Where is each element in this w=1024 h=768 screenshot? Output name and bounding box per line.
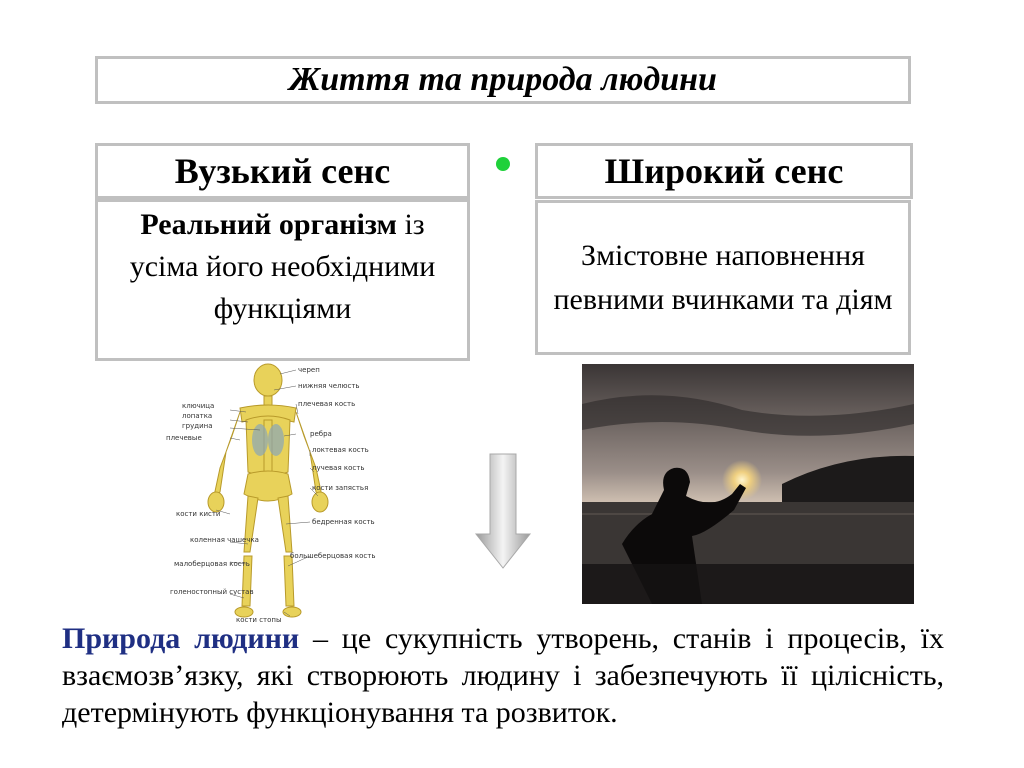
bone-label-12: ребра xyxy=(310,430,332,438)
title-box xyxy=(95,56,911,104)
skeleton-illustration xyxy=(160,362,420,624)
bone-label-13: локтевая кость xyxy=(312,446,369,454)
narrow-sense-heading: Вузький сенс xyxy=(174,151,391,191)
narrow-sense-heading-box xyxy=(95,143,470,199)
definition-paragraph xyxy=(62,620,944,731)
narrow-sense-text xyxy=(98,204,467,330)
slide-title: Життя та природа людини xyxy=(289,61,717,98)
definition-text: – це сукупність утворень, станів і процесів, їх взаємозв’язку, які створюють людину і забезпечують її цілісність, детермінують функціонування та розвиток. xyxy=(62,622,945,729)
bone-label-11: плечевая кость xyxy=(298,400,356,408)
broad-sense-heading-box xyxy=(535,143,913,199)
broad-sense-text: Змістовне наповнення певними вчинками та діям xyxy=(553,238,893,316)
bone-label-1: ключица xyxy=(182,402,215,410)
bone-label-18: кости стопы xyxy=(236,616,282,624)
narrow-sense-term: Реальний організм xyxy=(140,208,397,241)
bone-label-16: бедренная кость xyxy=(312,518,375,526)
broad-sense-body xyxy=(535,200,911,355)
bone-label-10: нижняя челюсть xyxy=(298,382,360,390)
down-arrow-icon xyxy=(474,452,532,570)
bone-label-5: кости кисти xyxy=(176,510,221,518)
narrow-sense-rest: із усіма його необхідними функціями xyxy=(129,208,436,325)
bone-label-2: лопатка xyxy=(182,412,213,420)
bone-label-17: большеберцовая кость xyxy=(290,552,376,560)
bone-label-8: голеностопный сустав xyxy=(170,588,254,596)
definition-term: Природа людини xyxy=(62,622,300,655)
bone-label-6: коленная чашечка xyxy=(190,536,259,544)
bullet-dot xyxy=(496,157,510,171)
bone-label-9: череп xyxy=(298,366,320,374)
bone-label-7: малоберцовая кость xyxy=(174,560,250,568)
sunset-silhouette-photo xyxy=(582,364,914,604)
bone-label-3: грудина xyxy=(182,422,213,430)
broad-sense-heading: Широкий сенс xyxy=(604,151,844,191)
narrow-sense-body xyxy=(95,199,470,361)
bone-label-15: кости запястья xyxy=(312,484,369,492)
bone-label-14: лучевая кость xyxy=(312,464,365,472)
bone-label-4: плечевые xyxy=(166,434,202,442)
